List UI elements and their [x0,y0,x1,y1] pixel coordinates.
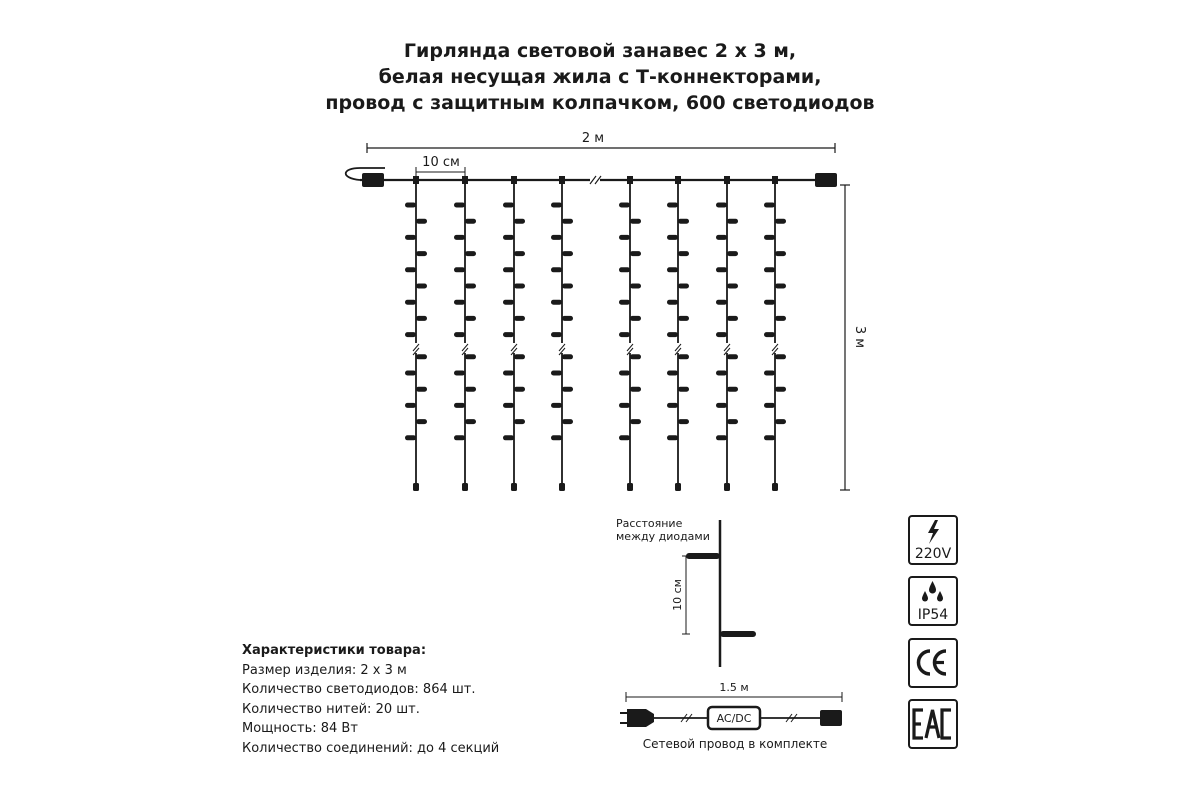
led [454,267,465,272]
led [405,203,416,208]
led [775,354,786,359]
spec-led-count: Количество светодиодов: 864 шт. [242,682,476,697]
led [514,251,525,256]
led [465,284,476,289]
ip-rating-badge [908,576,958,626]
end-cap [627,483,633,491]
end-cap [724,483,730,491]
product-specs [242,641,582,758]
led [454,332,465,337]
led [727,387,738,392]
input-connector [362,173,384,187]
led [416,251,427,256]
led [503,435,514,440]
led [503,300,514,305]
led [775,284,786,289]
led [667,435,678,440]
led [465,316,476,321]
led [764,371,775,376]
ce-mark-icon [910,640,955,685]
output-connector [815,173,837,187]
led [678,316,689,321]
end-cap [772,483,778,491]
cable-length-label: 1.5 м [719,681,749,694]
led [775,419,786,424]
detail-distance-label: 10 см [671,579,684,611]
led [764,203,775,208]
led [551,267,562,272]
led [405,267,416,272]
width-label: 2 м [581,131,605,146]
detail-caption-line-1: Расстояние [616,517,683,530]
end-cap [462,483,468,491]
led [405,332,416,337]
detail-led-lower [720,631,756,637]
led [465,219,476,224]
led [551,300,562,305]
led-strand [454,176,476,491]
led [454,300,465,305]
led [405,235,416,240]
title-line-3: провод с защитным колпачком, 600 светодиодов [325,92,875,114]
led [514,354,525,359]
led [619,267,630,272]
led [454,435,465,440]
led [405,435,416,440]
led [716,203,727,208]
led [454,235,465,240]
led [551,203,562,208]
end-cap [413,483,419,491]
led [416,219,427,224]
led [619,371,630,376]
led [764,403,775,408]
led [678,354,689,359]
led [619,235,630,240]
led [562,251,573,256]
led [405,300,416,305]
led [503,235,514,240]
led [514,316,525,321]
led [775,316,786,321]
led [630,251,641,256]
led [667,371,678,376]
ce-mark-badge [908,638,958,688]
led [716,403,727,408]
led [630,284,641,289]
led [562,419,573,424]
led [727,219,738,224]
led [503,267,514,272]
led [454,203,465,208]
spacing-label: 10 см [422,155,460,170]
led [678,419,689,424]
led [551,371,562,376]
led [678,251,689,256]
led [562,387,573,392]
led [619,435,630,440]
led [727,419,738,424]
led [764,332,775,337]
led [667,332,678,337]
led-strand [764,176,786,491]
led [667,300,678,305]
led-strands [405,176,786,491]
led [667,267,678,272]
ip-text: IP54 [917,607,949,623]
led [551,435,562,440]
led [678,284,689,289]
led [727,251,738,256]
led [416,284,427,289]
led [775,387,786,392]
led [514,219,525,224]
led [551,235,562,240]
spec-size: Размер изделия: 2 х 3 м [242,662,407,678]
title-line-1: Гирлянда световой занавес 2 х 3 м, [403,40,797,62]
detail-led-upper [686,553,720,559]
led [619,332,630,337]
led-strand [619,176,641,491]
led [727,284,738,289]
led [454,403,465,408]
led [764,435,775,440]
led [514,284,525,289]
led [562,316,573,321]
led [716,435,727,440]
led-strand [667,176,689,491]
led [716,267,727,272]
led-strand [405,176,427,491]
led [514,419,525,424]
led [764,235,775,240]
spec-connections: Количество соединений: до 4 секций [242,740,500,756]
led [465,354,476,359]
power-plug [627,709,654,727]
led [678,387,689,392]
led [551,403,562,408]
led [727,354,738,359]
led [465,419,476,424]
led [716,332,727,337]
led [405,371,416,376]
led [562,354,573,359]
led [514,387,525,392]
led-strand [716,176,738,491]
spec-strand-count: Количество нитей: 20 шт. [242,701,420,717]
led [503,332,514,337]
led [630,219,641,224]
led [416,387,427,392]
eac-mark-icon [910,701,955,746]
led [667,235,678,240]
height-label: 3 м [852,325,867,349]
led [619,203,630,208]
led [667,203,678,208]
height-dimension [840,185,850,490]
end-cap [559,483,565,491]
led [503,371,514,376]
led [630,387,641,392]
title-line-2: белая несущая жила с Т-коннекторами, [378,66,822,88]
led-strand [503,176,525,491]
led [630,419,641,424]
led [764,300,775,305]
led [764,267,775,272]
led [716,371,727,376]
led [454,371,465,376]
led [678,219,689,224]
led [465,387,476,392]
led [562,219,573,224]
led [416,316,427,321]
cable-caption: Сетевой провод в комплекте [642,737,828,751]
led [716,235,727,240]
cable-connector [820,710,842,726]
led [775,251,786,256]
led [630,354,641,359]
voltage-text: 220V [914,546,952,562]
spec-power: Мощность: 84 Вт [242,721,358,736]
led [727,316,738,321]
specs-heading: Характеристики товара: [242,643,427,658]
led [562,284,573,289]
led [619,300,630,305]
eac-mark-badge [908,699,958,749]
led [416,354,427,359]
voltage-badge [908,515,958,565]
led [503,203,514,208]
end-cap [511,483,517,491]
led [503,403,514,408]
led-strand [551,176,573,491]
led [667,403,678,408]
adapter-label: AC/DC [716,712,752,725]
led [416,419,427,424]
led [465,251,476,256]
led [630,316,641,321]
detail-caption-line-2: между диодами [616,530,710,543]
end-cap [675,483,681,491]
led [551,332,562,337]
led [775,219,786,224]
led [716,300,727,305]
led [619,403,630,408]
led [405,403,416,408]
